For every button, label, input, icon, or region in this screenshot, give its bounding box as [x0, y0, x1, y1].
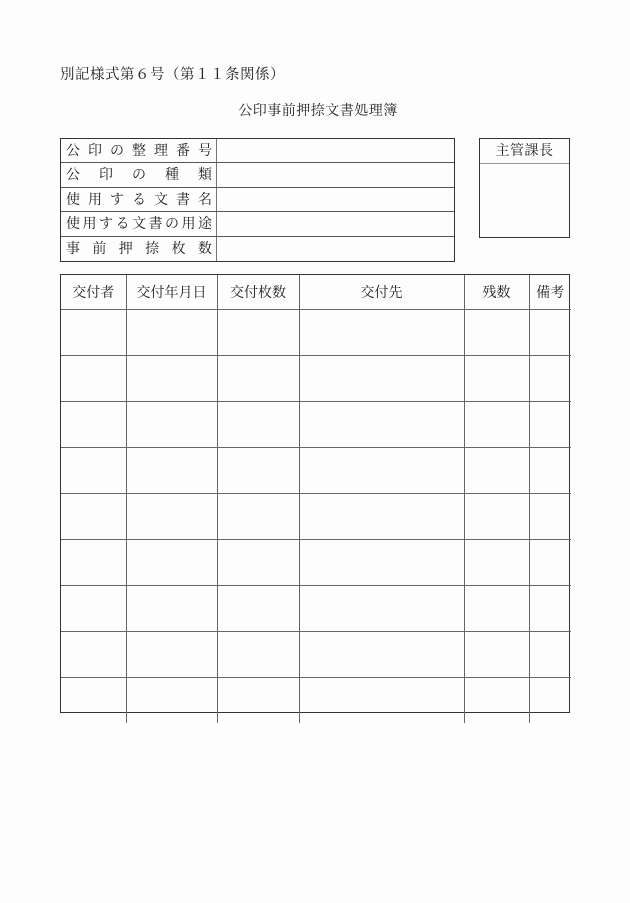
issuance-ledger-table [60, 274, 570, 713]
ledger-cell[interactable] [299, 586, 464, 632]
ledger-cell[interactable] [126, 632, 217, 678]
label-char: 捺 [145, 240, 160, 257]
label-char: す [110, 191, 124, 208]
info-row-value-field[interactable] [217, 163, 454, 186]
ledger-cell[interactable] [529, 586, 571, 632]
label-char: 公 [66, 142, 80, 159]
label-char: 文 [154, 191, 168, 208]
ledger-cell[interactable] [61, 310, 126, 356]
ledger-column-header: 交付年月日 [126, 275, 217, 310]
ledger-cell[interactable] [529, 540, 571, 586]
ledger-cell[interactable] [126, 448, 217, 494]
ledger-cell[interactable] [529, 310, 571, 356]
ledger-cell[interactable] [126, 540, 217, 586]
ledger-row [61, 448, 571, 494]
ledger-column-header: 備考 [529, 275, 571, 310]
ledger-cell[interactable] [217, 494, 299, 540]
ledger-cell[interactable] [217, 310, 299, 356]
ledger-cell[interactable] [529, 356, 571, 402]
ledger-cell[interactable] [464, 540, 529, 586]
ledger-cell[interactable] [299, 310, 464, 356]
ledger-cell[interactable] [464, 632, 529, 678]
ledger-cell[interactable] [299, 632, 464, 678]
ledger-cell[interactable] [299, 448, 464, 494]
ledger-row [61, 310, 571, 356]
ledger-cell[interactable] [126, 402, 217, 448]
ledger-cell[interactable] [217, 402, 299, 448]
ledger-cell[interactable] [126, 586, 217, 632]
label-char: 用 [82, 215, 97, 232]
ledger-column-header: 交付者 [61, 275, 126, 310]
label-char: す [99, 215, 113, 232]
ledger-header-row [61, 275, 571, 310]
ledger-column-header: 交付先 [299, 275, 464, 310]
ledger-cell[interactable] [126, 494, 217, 540]
approval-box [479, 138, 570, 238]
info-row-value-field[interactable] [217, 237, 454, 261]
ledger-cell[interactable] [217, 678, 299, 724]
ledger-row [61, 678, 571, 724]
label-char: 用 [88, 191, 102, 208]
label-char: 文 [132, 215, 146, 232]
document-title: 公印事前押捺文書処理簿 [238, 103, 398, 119]
label-char: る [115, 215, 130, 232]
ledger-row [61, 402, 571, 448]
label-char: 類 [198, 167, 212, 184]
approval-header-section-chief: 主管課長 [480, 139, 569, 164]
label-char: 使 [66, 191, 80, 208]
ledger-row [61, 540, 571, 586]
ledger-cell[interactable] [464, 356, 529, 402]
ledger-cell[interactable] [464, 678, 529, 724]
ledger-cell[interactable] [299, 678, 464, 724]
info-row [61, 163, 454, 187]
ledger-cell[interactable] [217, 586, 299, 632]
label-char: 書 [148, 215, 163, 232]
label-char: 名 [198, 191, 212, 208]
info-row [61, 237, 454, 261]
label-char: る [132, 191, 146, 208]
ledger-cell[interactable] [529, 632, 571, 678]
ledger-cell[interactable] [299, 540, 464, 586]
ledger-cell[interactable] [61, 586, 126, 632]
ledger-cell[interactable] [299, 402, 464, 448]
ledger-cell[interactable] [126, 356, 217, 402]
label-char: 途 [198, 215, 212, 232]
label-char: の [165, 215, 179, 232]
ledger-row [61, 494, 571, 540]
approval-stamp-area[interactable] [480, 164, 569, 236]
info-row [61, 212, 454, 236]
info-row [61, 139, 454, 163]
label-char: の [132, 167, 146, 184]
ledger-row [61, 586, 571, 632]
label-char: の [110, 142, 124, 159]
label-char: 番 [176, 142, 190, 159]
ledger-cell[interactable] [217, 632, 299, 678]
ledger-cell[interactable] [126, 310, 217, 356]
info-row-label [61, 163, 217, 186]
ledger-row [61, 632, 571, 678]
ledger-cell[interactable] [464, 402, 529, 448]
ledger-cell[interactable] [61, 632, 126, 678]
label-char: 理 [154, 142, 168, 159]
ledger-cell[interactable] [217, 540, 299, 586]
label-char: 整 [132, 142, 146, 159]
info-row-label [61, 212, 217, 235]
label-char: 号 [198, 142, 212, 159]
info-row-label [61, 139, 217, 162]
seal-info-table [60, 138, 455, 262]
label-char: 用 [181, 215, 196, 232]
ledger-cell[interactable] [464, 310, 529, 356]
ledger-cell[interactable] [464, 448, 529, 494]
label-char: 使 [66, 215, 80, 232]
ledger-cell[interactable] [61, 678, 126, 724]
info-row [61, 188, 454, 212]
label-char: 書 [176, 191, 190, 208]
label-char: 公 [66, 167, 80, 184]
ledger-cell[interactable] [529, 448, 571, 494]
label-char: 枚 [171, 240, 186, 257]
ledger-cell[interactable] [217, 448, 299, 494]
ledger-cell[interactable] [464, 586, 529, 632]
label-char: 印 [99, 167, 113, 184]
ledger-cell[interactable] [61, 540, 126, 586]
label-char: 種 [165, 167, 179, 184]
label-char: 数 [197, 240, 212, 257]
label-char: 事 [66, 240, 80, 257]
ledger-column-header: 交付枚数 [217, 275, 299, 310]
ledger-cell[interactable] [299, 494, 464, 540]
info-row-value-field[interactable] [217, 188, 454, 211]
ledger-cell[interactable] [299, 356, 464, 402]
info-row-label [61, 237, 217, 261]
ledger-cell[interactable] [61, 494, 126, 540]
label-char: 押 [118, 240, 133, 257]
ledger-cell[interactable] [126, 678, 217, 724]
ledger-row [61, 356, 571, 402]
form-number: 別記様式第６号（第１１条関係） [60, 67, 285, 83]
label-char: 印 [88, 142, 102, 159]
info-row-value-field[interactable] [217, 139, 454, 162]
ledger-cell[interactable] [61, 448, 126, 494]
ledger-cell[interactable] [529, 402, 571, 448]
ledger-cell[interactable] [61, 402, 126, 448]
ledger-cell[interactable] [529, 494, 571, 540]
ledger-cell[interactable] [61, 356, 126, 402]
label-char: 前 [92, 240, 107, 257]
ledger-cell[interactable] [217, 356, 299, 402]
ledger-cell[interactable] [464, 494, 529, 540]
info-row-value-field[interactable] [217, 212, 454, 235]
ledger-column-header: 残数 [464, 275, 529, 310]
ledger-cell[interactable] [529, 678, 571, 724]
info-row-label [61, 188, 217, 211]
